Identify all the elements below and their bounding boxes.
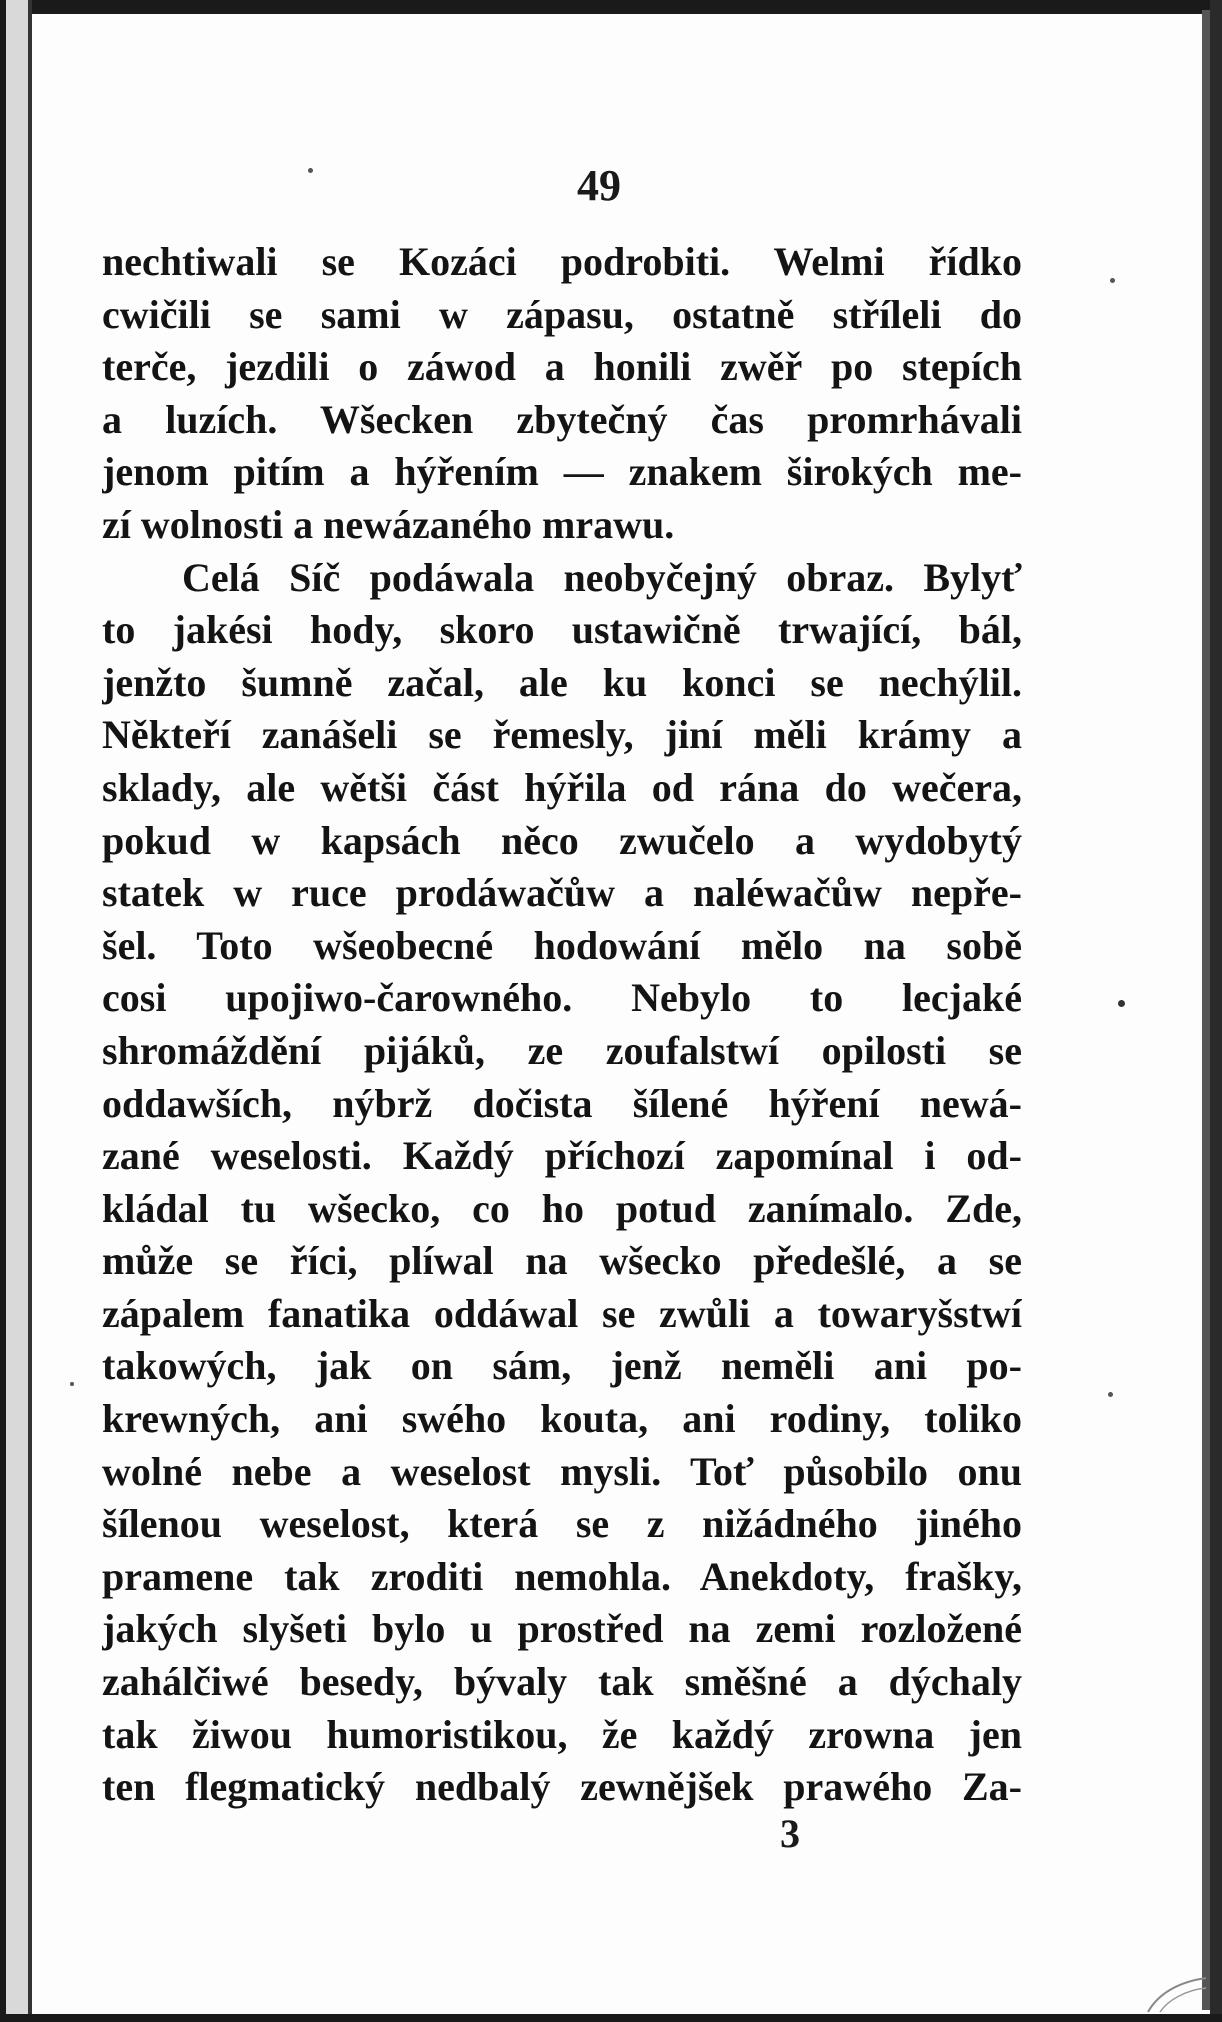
text-line: zané weselosti. Každý příchozí zapomínal i od- xyxy=(102,1133,1022,1179)
speck xyxy=(1118,1000,1125,1007)
speck xyxy=(70,1382,74,1386)
text-line: to jakési hody, skoro ustawičně trwající, bál, xyxy=(102,607,1022,653)
text-line: takowých, jak on sám, jenž neměli ani po- xyxy=(102,1343,1022,1389)
text-line: pokud w kapsách něco zwučelo a wydobytý xyxy=(102,817,1022,863)
text-line: jenžto šumně začal, ale ku konci se nechýlil. xyxy=(102,659,1022,705)
text-line: tak žiwou humoristikou, že každý zrowna jen xyxy=(102,1711,1022,1757)
text-line: zápalem fanatika oddáwal se zwůli a towaryšstwí xyxy=(102,1290,1022,1336)
text-line: terče, jezdili o záwod a honili zwěř po stepích xyxy=(102,344,1022,390)
page-number: 49 xyxy=(577,161,621,210)
scan-border-right xyxy=(1210,0,1222,2022)
text-line: krewných, ani swého kouta, ani rodiny, toliko xyxy=(102,1396,1022,1442)
text-line: cwičili se sami w zápasu, ostatně stříleli do xyxy=(102,291,1022,337)
book-gutter xyxy=(6,0,28,2022)
page-edge-right xyxy=(1202,10,1210,2010)
text-line: kládal tu wšecko, co ho potud zanímalo. Zde, xyxy=(102,1185,1022,1231)
text-line: a luzích. Wšecken zbytečný čas promrhávali xyxy=(102,396,1022,442)
text-line: Celá Síč podáwala neobyčejný obraz. Bylyť xyxy=(182,554,1022,600)
body-text xyxy=(102,236,1022,1814)
text-line: statek w ruce prodáwačůw a naléwačůw nepře- xyxy=(102,870,1022,916)
text-line: jakých slyšeti bylo u prostřed na zemi rozložené xyxy=(102,1606,1022,1652)
text-line: cosi upojiwo-čarowného. Nebylo to lecjaké xyxy=(102,975,1022,1021)
speck xyxy=(1110,278,1115,283)
text-line: zí wolnosti a newázaného mrawu. xyxy=(102,501,675,547)
text-line: šel. Toto wšeobecné hodowání mělo na sobě xyxy=(102,922,1022,968)
scan-border-top xyxy=(0,0,1222,14)
text-line: sklady, ale wětši část hýřila od rána do wečera, xyxy=(102,764,1022,810)
text-line: může se říci, plíwal na wšecko předešlé, a se xyxy=(102,1238,1022,1284)
text-line: Někteří zanášeli se řemesly, jiní měli krámy a xyxy=(102,712,1022,758)
speck xyxy=(1108,1392,1113,1397)
page-corner-smudge xyxy=(1138,1974,1208,2014)
gutter-edge-line xyxy=(28,0,32,2022)
speck xyxy=(308,168,313,173)
text-line: shromáždění pijáků, ze zoufalstwí opilosti se xyxy=(102,1027,1022,1073)
scan-border-bottom xyxy=(0,2014,1222,2022)
text-line: pramene tak zroditi nemohla. Anekdoty, frašky, xyxy=(102,1553,1022,1599)
printer-signature-mark: 3 xyxy=(780,1811,800,1856)
text-line: nechtiwali se Kozáci podrobiti. Welmi řídko xyxy=(102,239,1022,284)
text-line: zahálčiwé besedy, bývaly tak směšné a dýchaly xyxy=(102,1659,1022,1705)
text-line: ten flegmatický nedbalý zewnějšek prawého Za- xyxy=(102,1764,1022,1810)
text-line: wolné nebe a weselost mysli. Toť působilo onu xyxy=(102,1448,1022,1494)
text-line: šílenou weselost, která se z nižádného jiného xyxy=(102,1501,1022,1547)
text-line: jenom pitím a hýřením — znakem širokých me- xyxy=(102,449,1022,495)
text-line: oddawších, nýbrž dočista šílené hýření newá- xyxy=(102,1080,1022,1126)
